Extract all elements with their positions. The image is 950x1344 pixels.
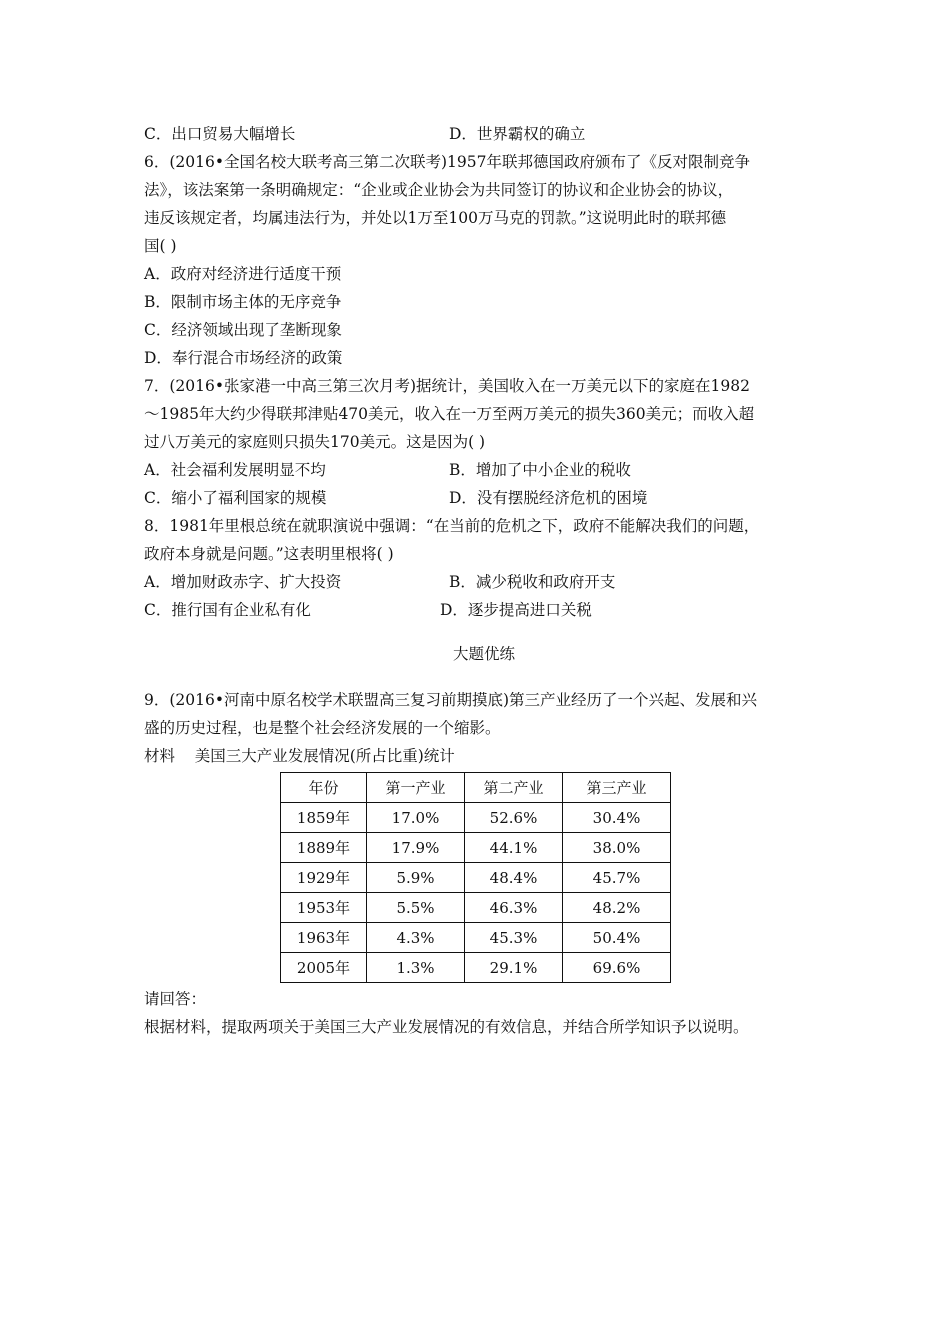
q5-option-c: C．出口贸易大幅增长 <box>144 125 296 143</box>
table-header-cell: 第一产业 <box>367 773 465 803</box>
q7-options-row-2 <box>144 484 824 512</box>
q9-stem-line: 盛的历史过程，也是整个社会经济发展的一个缩影。 <box>144 719 501 737</box>
table-cell: 1953年 <box>281 893 367 923</box>
table-cell: 48.2% <box>563 893 671 923</box>
q7-stem <box>144 372 824 456</box>
q6-stem-line: 违反该规定者，均属违法行为，并处以1万至100万马克的罚款。”这说明此时的联邦德 <box>144 209 727 227</box>
table-cell: 1929年 <box>281 863 367 893</box>
table-cell: 1963年 <box>281 923 367 953</box>
table-row <box>281 803 671 833</box>
table-cell: 5.9% <box>367 863 465 893</box>
q6-option-c: C．经济领域出现了垄断现象 <box>144 321 342 339</box>
q8-option-d: D．逐步提高进口关税 <box>440 601 592 619</box>
q8-options-row-2 <box>144 596 824 624</box>
table-cell: 2005年 <box>281 953 367 983</box>
table-cell: 29.1% <box>465 953 563 983</box>
q6-stem-line: 法》，该法案第一条明确规定：“企业或企业协会为共同签订的协议和企业协会的协议， <box>144 181 734 199</box>
q8-option-a: A．增加财政赤字、扩大投资 <box>144 573 342 591</box>
q7-option-d: D．没有摆脱经济危机的困境 <box>449 489 648 507</box>
q8-options-row-1 <box>144 568 824 596</box>
q6-option-a: A．政府对经济进行适度干预 <box>144 265 342 283</box>
q7-option-b: B．增加了中小企业的税收 <box>449 461 631 479</box>
industry-share-table <box>280 772 671 983</box>
table-cell: 52.6% <box>465 803 563 833</box>
q7-stem-line: ～1985年大约少得联邦津贴470美元，收入在一万至两万美元的损失360美元；而收入超 <box>144 405 755 423</box>
table-cell: 1859年 <box>281 803 367 833</box>
table-row <box>281 833 671 863</box>
q5-options-row <box>144 120 824 148</box>
table-row <box>281 863 671 893</box>
table-cell: 69.6% <box>563 953 671 983</box>
q6-stem <box>144 148 824 260</box>
q9-question: 根据材料，提取两项关于美国三大产业发展情况的有效信息，并结合所学知识予以说明。 <box>144 1018 749 1036</box>
table-cell: 45.3% <box>465 923 563 953</box>
q6-option-b: B．限制市场主体的无序竞争 <box>144 293 342 311</box>
q7-options-row-1 <box>144 456 824 484</box>
table-cell: 44.1% <box>465 833 563 863</box>
q9-prompt: 请回答： <box>144 990 207 1008</box>
q6-stem-line: 6．(2016•全国名校大联考高三第二次联考)1957年联邦德国政府颁布了《反对限制竞争 <box>144 153 750 171</box>
table-row <box>281 893 671 923</box>
table-cell: 17.9% <box>367 833 465 863</box>
table-cell: 48.4% <box>465 863 563 893</box>
table-row <box>281 923 671 953</box>
q8-stem-line: 政府本身就是问题。”这表明里根将( ) <box>144 545 394 563</box>
table-cell: 46.3% <box>465 893 563 923</box>
q5-option-d: D．世界霸权的确立 <box>449 125 586 143</box>
document-page <box>144 120 824 1041</box>
table-cell: 17.0% <box>367 803 465 833</box>
q7-stem-line: 7．(2016•张家港一中高三第三次月考)据统计，美国收入在一万美元以下的家庭在1982 <box>144 377 750 395</box>
table-header-cell: 第三产业 <box>563 773 671 803</box>
table-cell: 5.5% <box>367 893 465 923</box>
table-cell: 38.0% <box>563 833 671 863</box>
table-cell: 4.3% <box>367 923 465 953</box>
q8-option-c: C．推行国有企业私有化 <box>144 601 311 619</box>
table-cell: 50.4% <box>563 923 671 953</box>
q8-stem-line: 8．1981年里根总统在就职演说中强调：“在当前的危机之下，政府不能解决我们的问题， <box>144 517 760 535</box>
table-cell: 1.3% <box>367 953 465 983</box>
table-cell: 1889年 <box>281 833 367 863</box>
q6-stem-line: 国( ) <box>144 237 177 255</box>
section-title: 大题优练 <box>452 645 515 663</box>
q9-stem-line: 9．(2016•河南中原名校学术联盟高三复习前期摸底)第三产业经历了一个兴起、发展和兴 <box>144 691 758 709</box>
q8-option-b: B．减少税收和政府开支 <box>449 573 616 591</box>
q7-option-a: A．社会福利发展明显不均 <box>144 461 326 479</box>
q7-option-c: C．缩小了福利国家的规模 <box>144 489 327 507</box>
q7-stem-line: 过八万美元的家庭则只损失170美元。这是因为( ) <box>144 433 486 451</box>
q8-stem <box>144 512 824 568</box>
table-header-cell: 第二产业 <box>465 773 563 803</box>
table-cell: 30.4% <box>563 803 671 833</box>
table-header-row <box>281 773 671 803</box>
q9-stem <box>144 686 824 742</box>
table-cell: 45.7% <box>563 863 671 893</box>
table-row <box>281 953 671 983</box>
q6-option-d: D．奉行混合市场经济的政策 <box>144 349 343 367</box>
table-header-cell: 年份 <box>281 773 367 803</box>
q9-material-caption: 材料 美国三大产业发展情况(所占比重)统计 <box>144 747 455 765</box>
